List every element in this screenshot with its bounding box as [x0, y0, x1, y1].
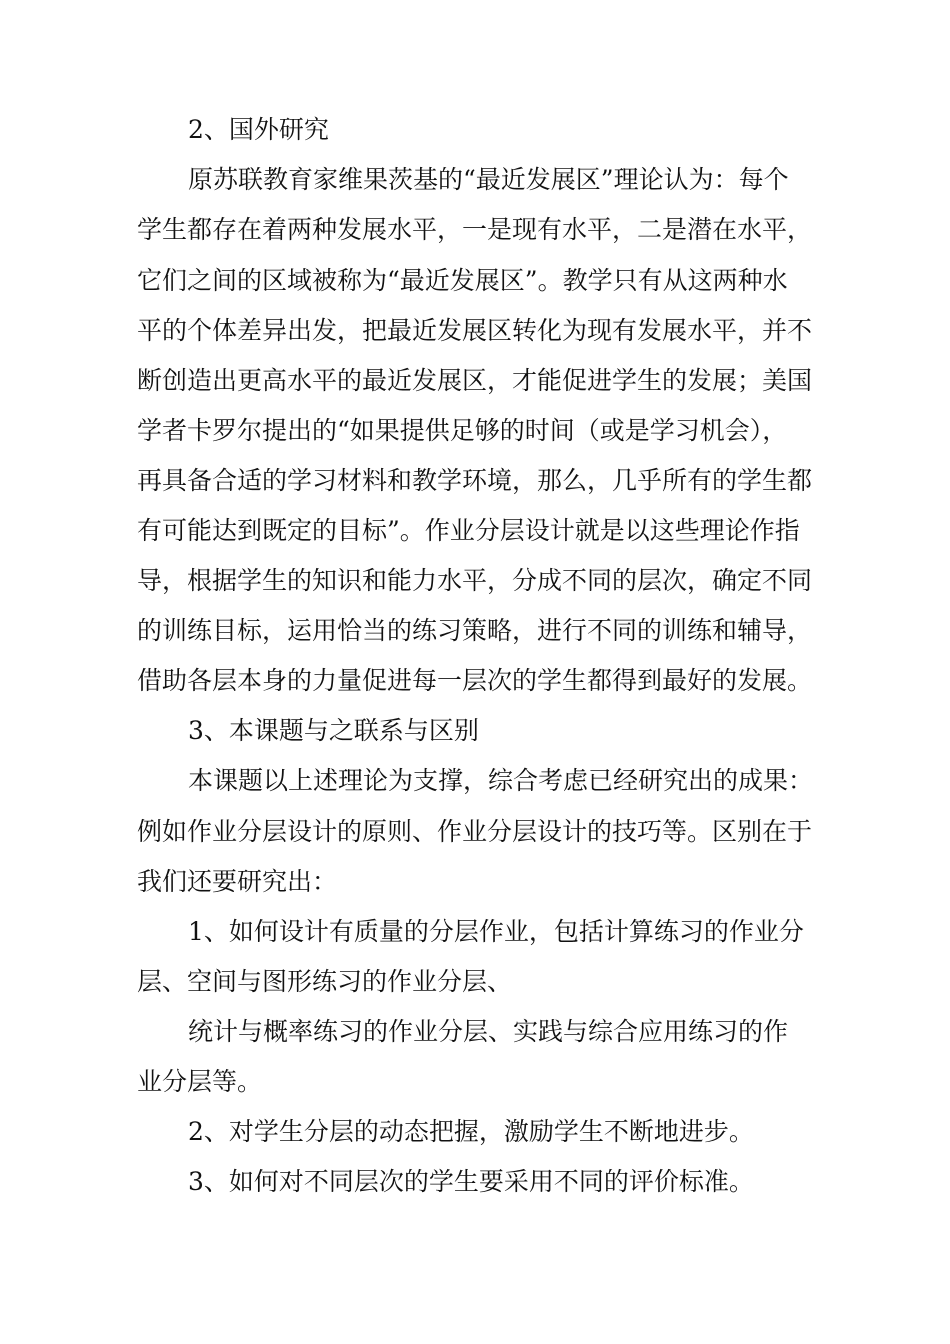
paragraph-line: 我们还要研究出： [137, 867, 338, 896]
paragraph-line: 学生都存在着两种发展水平，一是现有水平，二是潜在水平， [137, 215, 813, 244]
list-item-line: 统计与概率练习的作业分层、实践与综合应用练习的作 [188, 1017, 789, 1046]
list-item-line: 1、如何设计有质量的分层作业，包括计算练习的作业分 [188, 917, 804, 946]
paragraph-line: 原苏联教育家维果茨基的“最近发展区”理论认为：每个 [188, 165, 789, 194]
section-heading-foreign-research: 2、国外研究 [188, 115, 329, 144]
list-item-line: 业分层等。 [137, 1067, 263, 1096]
paragraph-line: 有可能达到既定的目标”。作业分层设计就是以这些理论作指 [137, 516, 800, 545]
paragraph-line: 导，根据学生的知识和能力水平，分成不同的层次，确定不同 [137, 566, 813, 595]
paragraph-line: 借助各层本身的力量促进每一层次的学生都得到最好的发展。 [137, 666, 813, 695]
paragraph-line: 本课题以上述理论为支撑，综合考虑已经研究出的成果： [188, 766, 814, 795]
paragraph-line: 的训练目标，运用恰当的练习策略，进行不同的训练和辅导， [137, 616, 813, 645]
paragraph-line: 平的个体差异出发，把最近发展区转化为现有发展水平，并不 [137, 316, 813, 345]
paragraph-line: 再具备合适的学习材料和教学环境，那么，几乎所有的学生都 [137, 466, 813, 495]
paragraph-line: 例如作业分层设计的原则、作业分层设计的技巧等。区别在于 [137, 817, 813, 846]
section-heading-relation: 3、本课题与之联系与区别 [188, 716, 479, 745]
list-item-line: 层、空间与图形练习的作业分层、 [137, 967, 513, 996]
paragraph-line: 学者卡罗尔提出的“如果提供足够的时间（或是学习机会）， [137, 416, 788, 445]
list-item-line: 3、如何对不同层次的学生要采用不同的评价标准。 [188, 1167, 754, 1196]
paragraph-line: 断创造出更高水平的最近发展区，才能促进学生的发展；美国 [137, 366, 813, 395]
list-item-line: 2、对学生分层的动态把握，激励学生不断地进步。 [188, 1117, 754, 1146]
paragraph-line: 它们之间的区域被称为“最近发展区”。教学只有从这两种水 [137, 266, 788, 295]
